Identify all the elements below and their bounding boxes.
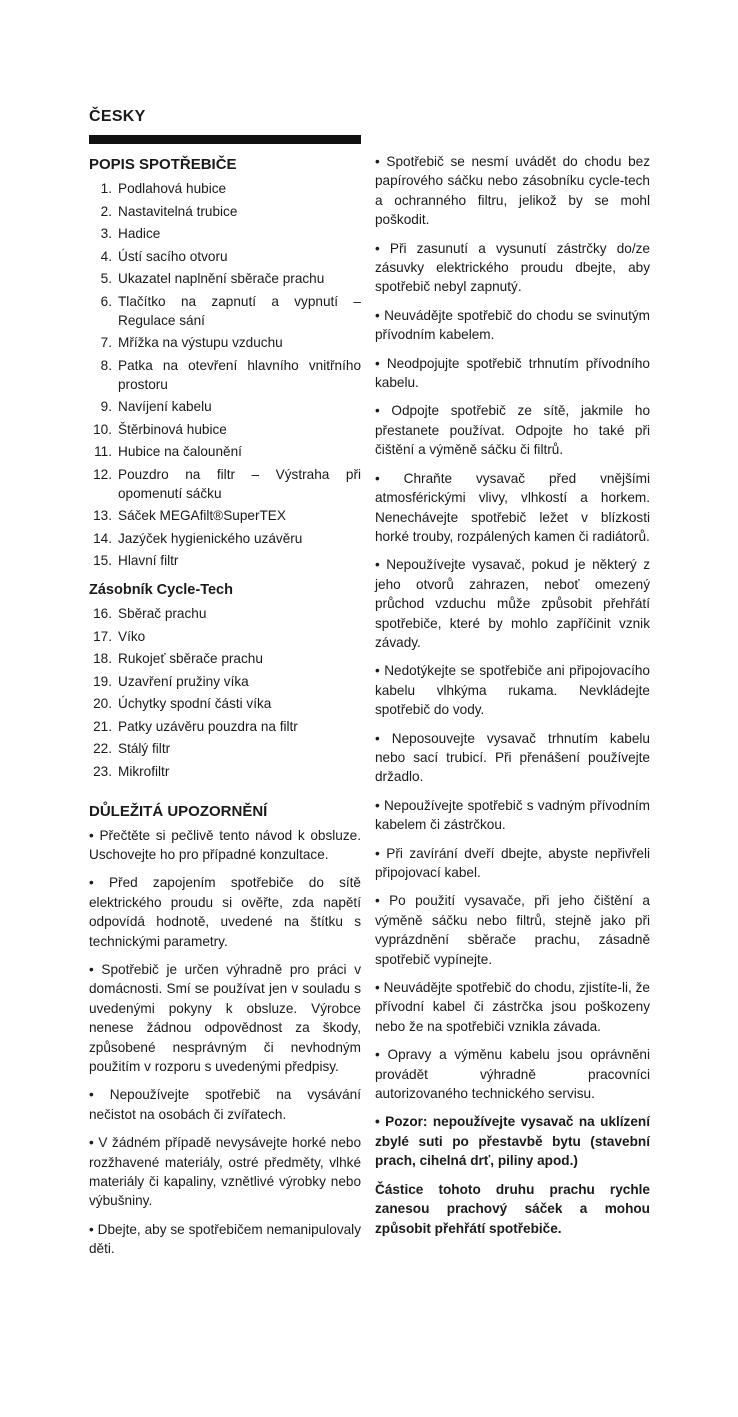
list-item: [89, 420, 361, 439]
warning-paragraph: • Nepoužívejte vysavač, pokud je některý z jeho otvorů zahrazen, neboť omezený průchod vzduchu může způsobit přehřátí spotřebiče, které by mohlo zapříčinit vznik závady.: [375, 557, 650, 650]
warning-paragraph: • Přečtěte si pečlivě tento návod k obsluze. Uschovejte ho pro případné konzultace.: [89, 827, 361, 862]
warning-paragraph: • Opravy a výměnu kabelu jsou oprávněni provádět výhradně pracovníci autorizovaného technického servisu.: [375, 1047, 650, 1102]
item-text: Mřížka na výstupu vzduchu: [118, 335, 283, 350]
list-item: [89, 551, 361, 570]
item-number: 15.: [93, 553, 112, 568]
item-number: 5.: [100, 271, 112, 286]
item-number: 17.: [93, 628, 112, 644]
item-text: Sběrač prachu: [118, 606, 207, 621]
left-column: [89, 152, 361, 1268]
list-item: [89, 202, 361, 221]
item-number: 1.: [100, 181, 112, 196]
cycle-section-title: Zásobník Cycle-Tech: [89, 582, 233, 598]
item-text: Hlavní filtr: [118, 553, 179, 568]
list-item: [89, 224, 361, 243]
item-text: Hadice: [118, 226, 161, 241]
item-number: 20.: [93, 696, 112, 711]
warning-paragraph: • Před zapojením spotřebiče do sítě elektrického proudu si ověřte, zda napětí odpovídá hodnotě, uvedené na štítku s technickými parametry.: [89, 875, 361, 949]
warning-paragraph: • Neodpojujte spotřebič trhnutím přívodního kabelu.: [375, 355, 650, 391]
warning-paragraph: • Při zasunutí a vysunutí zástrčky do/ze zásuvky elektrického proudu dbejte, aby spotřebič nebyl zapnutý.: [375, 240, 650, 295]
heading-rule: [89, 135, 361, 144]
item-text: Tlačítko na zapnutí a vypnutí – Regulace sání: [118, 293, 361, 328]
warning-paragraph: • Odpojte spotřebič ze sítě, jakmile ho přestanete používat. Odpojte ho také při čištění a výměně sáčku či filtrů.: [375, 403, 650, 458]
list-item: [89, 179, 361, 198]
item-number: 10.: [93, 421, 112, 437]
warning-paragraph: • Neuvádějte spotřebič do chodu, zjistíte-li, že přívodní kabel či zástrčka jsou poškozeny nebo že na spotřebiči vznikla závada.: [375, 980, 650, 1034]
warning-paragraph: • Spotřebič je určen výhradně pro práci v domácnosti. Smí se používat jen v souladu s uvedenými pokyny k obsluze. Výrobce nenese žádnou odpovědnost za škody, způsobené nesprávným či nevhodným použitím v rozporu s uvedenými předpisy.: [89, 961, 361, 1074]
list-item: [89, 672, 361, 691]
list-item: [89, 717, 361, 736]
item-number: 2.: [100, 203, 112, 219]
warning-paragraph: • Neuvádějte spotřebič do chodu se svinutým přívodním kabelem.: [375, 307, 650, 343]
item-text: Stálý filtr: [118, 741, 171, 756]
item-number: 21.: [93, 718, 112, 734]
item-text: Úchytky spodní části víka: [118, 696, 272, 711]
item-number: 4.: [100, 248, 112, 264]
item-number: 8.: [100, 357, 112, 373]
list-item: [89, 292, 361, 330]
list-item: [89, 356, 361, 394]
item-number: 23.: [93, 763, 112, 779]
parts-section-title: POPIS SPOTŘEBIČE: [89, 156, 237, 173]
item-number: 22.: [93, 741, 112, 756]
item-text: Nastavitelná trubice: [118, 203, 238, 219]
important-note-paragraph: • Pozor: nepoužívejte vysavač na uklízení zbylé suti po přestavbě bytu (stavební prach, cihelná drť, piliny apod.): [375, 1114, 650, 1169]
item-text: Víko: [118, 628, 146, 644]
item-number: 9.: [100, 399, 112, 414]
list-item: [89, 333, 361, 352]
item-text: Pouzdro na filtr – Výstraha při opomenutí sáčku: [118, 466, 361, 501]
warning-paragraph: • Dbejte, aby se spotřebičem nemanipulovaly děti.: [89, 1221, 361, 1257]
warning-paragraph: • Chraňte vysavač před vnějšími atmosférickými vlivy, vlhkostí a horkem. Nenechávejte spotřebič ležet v blízkosti horké trouby, rozpálených kamen či radiátorů.: [375, 470, 650, 544]
item-number: 16.: [93, 606, 112, 621]
list-item: [89, 247, 361, 266]
item-text: Podlahová hubice: [118, 181, 227, 196]
item-number: 12.: [93, 466, 112, 482]
list-item: [89, 627, 361, 646]
warning-paragraph: • Nedotýkejte se spotřebiče ani připojovacího kabelu vlhkýma rukama. Nevkládejte spotřebič do vody.: [375, 663, 650, 718]
warnings-left-block: [89, 826, 361, 1259]
warning-paragraph: • Nepoužívejte spotřebič na vysávání nečistot na osobách či zvířatech.: [89, 1087, 361, 1122]
language-heading: ČESKY: [89, 108, 146, 125]
item-number: 14.: [93, 530, 112, 546]
parts-list: [89, 179, 361, 570]
item-number: 18.: [93, 651, 112, 666]
list-item: [89, 269, 361, 288]
list-item: [89, 739, 361, 758]
list-item: [89, 762, 361, 781]
item-text: Ukazatel naplnění sběrače prachu: [118, 271, 325, 286]
list-item: [89, 604, 361, 623]
item-text: Navíjení kabelu: [118, 399, 212, 414]
item-text: Mikrofiltr: [118, 763, 170, 779]
warnings-title: DŮLEŽITÁ UPOZORNĚNÍ: [89, 802, 268, 820]
item-number: 6.: [100, 293, 112, 309]
warning-paragraph: • V žádném případě nevysávejte horké nebo rozžhavené materiály, ostré předměty, vlhké materiály či kapaliny, vznětlivé výrobky nebo výbušniny.: [89, 1135, 361, 1209]
list-item: [89, 442, 361, 461]
item-number: 3.: [100, 226, 112, 241]
list-item: [89, 649, 361, 668]
list-item: [89, 506, 361, 525]
item-number: 7.: [100, 335, 112, 350]
item-text: Patky uzávěru pouzdra na filtr: [118, 718, 298, 734]
item-text: Sáček MEGAfilt®SuperTEX: [118, 508, 286, 523]
warning-paragraph: • Nepoužívejte spotřebič s vadným přívodním kabelem či zástrčkou.: [375, 797, 650, 833]
warnings-right-block: [375, 152, 650, 1103]
item-number: 11.: [94, 444, 112, 459]
warning-paragraph: • Neposouvejte vysavač trhnutím kabelu nebo sací trubicí. Při přenášení používejte držadlo.: [375, 730, 650, 785]
warning-paragraph: • Spotřebič se nesmí uvádět do chodu bez papírového sáčku nebo zásobníku cycle-tech a ochranného filtru, jelikož by se mohl poškodit.: [375, 154, 650, 228]
warning-paragraph: • Při zavírání dveří dbejte, abyste nepřivřeli připojovací kabel.: [375, 845, 650, 880]
item-text: Hubice na čalounění: [118, 444, 242, 459]
item-text: Jazýček hygienického uzávěru: [118, 530, 303, 546]
list-item: [89, 529, 361, 548]
item-text: Uzavření pružiny víka: [118, 673, 249, 689]
item-number: 13.: [93, 508, 112, 523]
item-text: Patka na otevření hlavního vnitřního prostoru: [118, 357, 361, 392]
warning-paragraph: • Po použití vysavače, při jeho čištění a výměně sáčku nebo filtrů, stejně jako při vyprázdnění sběrače prachu, zásadně spotřebič vypínejte.: [375, 893, 650, 967]
important-note-paragraph: Částice tohoto druhu prachu rychle zanesou prachový sáček a mohou způsobit přehřátí spotřebiče.: [375, 1181, 650, 1236]
item-number: 19.: [93, 673, 112, 689]
warnings-bold-block: [375, 1112, 650, 1237]
item-text: Štěrbinová hubice: [118, 421, 227, 437]
right-column: [375, 152, 650, 1247]
list-item: [89, 465, 361, 503]
cycle-parts-list: [89, 604, 361, 781]
list-item: [89, 397, 361, 416]
item-text: Rukojeť sběrače prachu: [118, 651, 263, 666]
item-text: Ústí sacího otvoru: [118, 248, 228, 264]
list-item: [89, 694, 361, 713]
